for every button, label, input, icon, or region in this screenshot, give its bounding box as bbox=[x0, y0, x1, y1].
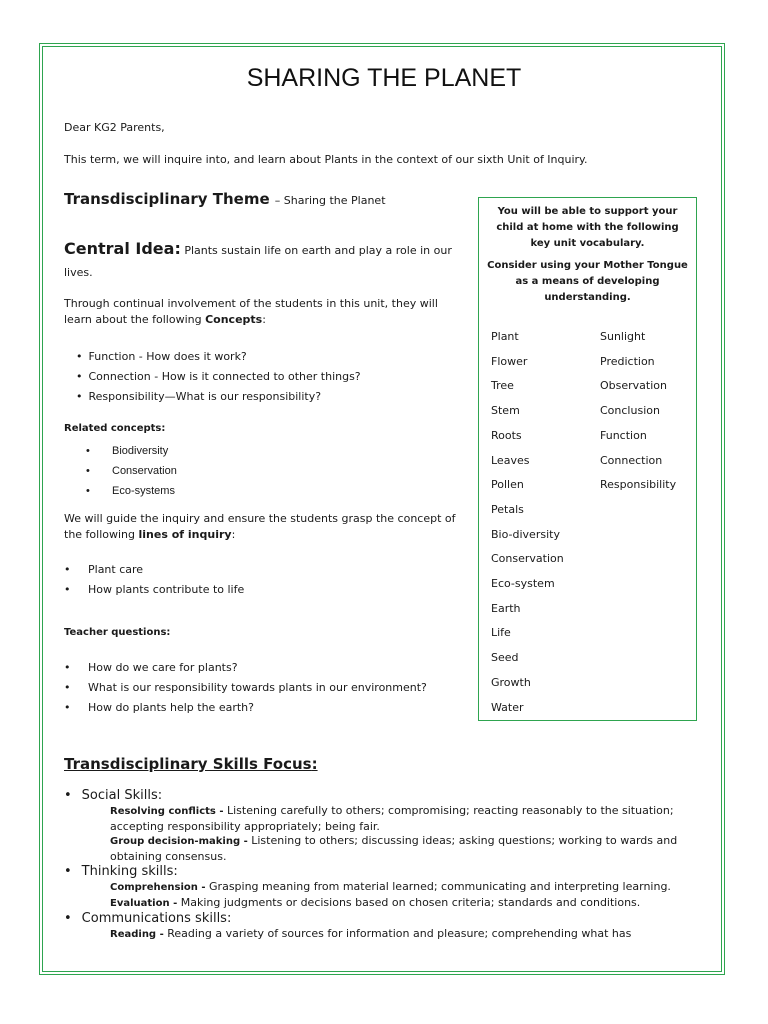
vocab-word: Growth bbox=[491, 675, 531, 689]
mother-tongue-note: Consider using your Mother Tongue as a means of developing understanding. bbox=[487, 260, 688, 303]
skill-item: Resolving conflicts - Listening carefully to others; compromising; reacting reasonably to the situation; accepting responsibility appropriately; being fair. bbox=[110, 804, 674, 833]
vocab-word: Eco-system bbox=[491, 577, 555, 591]
theme-line bbox=[64, 189, 474, 208]
skill-item: Comprehension - Grasping meaning from material learned; communicating and interpreting learning. bbox=[110, 880, 671, 893]
vocab-word: Life bbox=[491, 626, 511, 640]
related-concepts-list bbox=[64, 441, 364, 501]
list-item: • How do plants help the earth? bbox=[64, 698, 474, 718]
central-idea-text: Plants sustain life on earth and play a role in our lives. bbox=[64, 244, 452, 279]
vocabulary-heading: You will be able to support your child at home with the following key unit vocabulary. bbox=[496, 206, 679, 249]
vocab-word: Function bbox=[600, 428, 647, 442]
page-title: SHARING THE PLANET bbox=[246, 64, 522, 92]
list-item: • Function - How does it work? bbox=[76, 347, 466, 367]
vocab-word: Earth bbox=[491, 601, 521, 615]
vocab-word: Conclusion bbox=[600, 404, 660, 418]
vocab-word: Flower bbox=[491, 354, 528, 368]
list-item: • Biodiversity bbox=[64, 441, 364, 461]
skills-title: Transdisciplinary Skills Focus: bbox=[64, 755, 318, 773]
lines-intro: We will guide the inquiry and ensure the students grasp the concept of the following lines of inquiry: bbox=[64, 512, 456, 541]
vocabulary-column-2 bbox=[600, 325, 700, 498]
vocab-word: Tree bbox=[491, 379, 514, 393]
theme-value: – Sharing the Planet bbox=[274, 194, 386, 207]
vocab-word: Responsibility bbox=[600, 478, 677, 492]
list-item: • Responsibility—What is our responsibility? bbox=[76, 387, 466, 407]
vocab-word: Bio-diversity bbox=[491, 527, 560, 541]
skill-group-communication: • Communications skills: bbox=[64, 911, 704, 927]
concepts-list bbox=[76, 347, 466, 407]
skills-list bbox=[64, 788, 704, 943]
list-item: • Connection - How is it connected to other things? bbox=[76, 367, 466, 387]
skill-item: Group decision-making - Listening to others; discussing ideas; asking questions; working to wards and obtaining consensus. bbox=[110, 834, 678, 863]
greeting: Dear KG2 Parents, bbox=[64, 121, 165, 134]
vocab-word: Petals bbox=[491, 502, 524, 516]
theme-label: Transdisciplinary Theme bbox=[64, 190, 270, 208]
skill-group-thinking: • Thinking skills: bbox=[64, 864, 704, 880]
vocab-word: Pollen bbox=[491, 478, 524, 492]
list-item: • What is our responsibility towards plants in our environment? bbox=[64, 678, 474, 698]
vocabulary-box bbox=[478, 197, 697, 721]
related-concepts-label: Related concepts: bbox=[64, 423, 166, 434]
skill-group-social: • Social Skills: bbox=[64, 788, 704, 804]
intro-paragraph: This term, we will inquire into, and learn about Plants in the context of our sixth Unit of Inquiry. bbox=[64, 153, 588, 166]
vocab-word: Leaves bbox=[491, 453, 530, 467]
vocab-word: Water bbox=[491, 700, 524, 714]
vocab-word: Sunlight bbox=[600, 330, 646, 343]
concepts-intro: Through continual involvement of the students in this unit, they will learn about the following Concepts: bbox=[64, 297, 438, 326]
list-item: • Plant care bbox=[64, 560, 464, 580]
lines-of-inquiry-list bbox=[64, 560, 464, 600]
teacher-questions-list bbox=[64, 658, 474, 718]
teacher-questions-label: Teacher questions: bbox=[64, 627, 171, 638]
vocab-word: Conservation bbox=[491, 552, 564, 566]
list-item: • How do we care for plants? bbox=[64, 658, 474, 678]
list-item: • How plants contribute to life bbox=[64, 580, 464, 600]
vocab-word: Stem bbox=[491, 404, 520, 418]
list-item: • Conservation bbox=[64, 461, 364, 481]
central-idea-label: Central Idea bbox=[64, 239, 175, 258]
vocab-word: Connection bbox=[600, 453, 663, 467]
list-item: • Eco-systems bbox=[64, 481, 364, 501]
skill-item: Reading - Reading a variety of sources for information and pleasure; comprehending what has bbox=[110, 927, 632, 940]
vocab-word: Observation bbox=[600, 379, 667, 393]
vocab-word: Prediction bbox=[600, 354, 655, 368]
vocabulary-column-1 bbox=[491, 325, 591, 720]
vocab-word: Roots bbox=[491, 428, 522, 442]
vocab-word: Seed bbox=[491, 651, 519, 665]
central-idea: Central Idea: Plants sustain life on earth and play a role in our lives. bbox=[64, 239, 452, 279]
skill-item: Evaluation - Making judgments or decisions based on chosen criteria; standards and conditions. bbox=[110, 895, 641, 909]
vocab-word: Plant bbox=[491, 330, 519, 343]
